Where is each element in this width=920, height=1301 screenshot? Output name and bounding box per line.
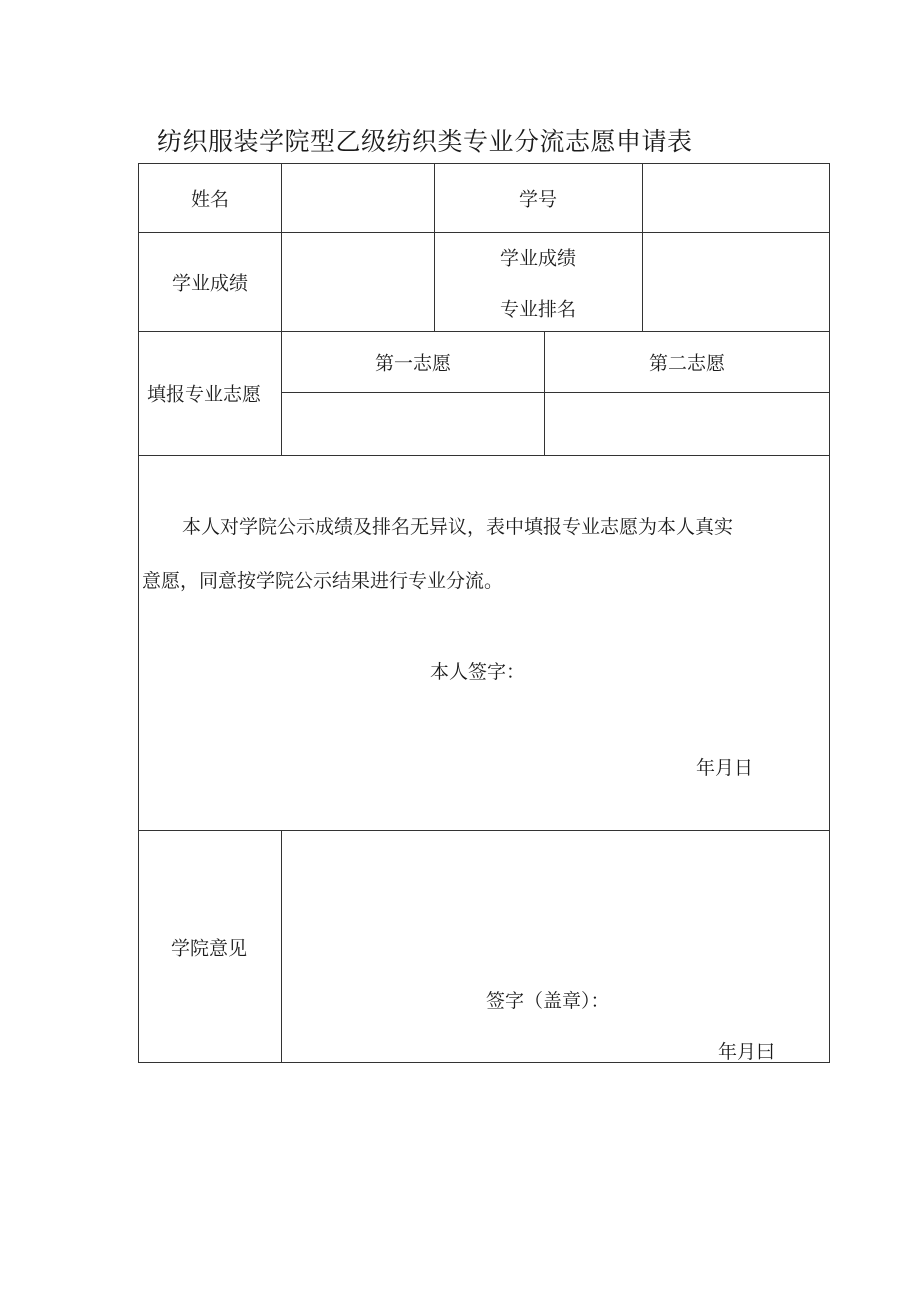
row-divider <box>138 455 830 456</box>
first-choice-field[interactable] <box>282 393 544 454</box>
college-date-label: 年月曰 <box>718 1041 776 1063</box>
second-choice-field[interactable] <box>545 393 829 454</box>
column-divider <box>434 163 435 332</box>
score-rank-label-line1: 学业成绩 <box>499 247 577 270</box>
declaration-line2: 意愿，同意按学院公示结果进行专业分流。 <box>142 570 504 592</box>
score-rank-label-line2: 专业排名 <box>499 298 577 321</box>
second-choice-label: 第二志愿 <box>648 352 726 375</box>
preference-label: 填报专业志愿 <box>146 383 262 406</box>
border-right <box>829 163 830 1063</box>
student-id-label: 学号 <box>518 188 558 211</box>
applicant-date-label: 年月日 <box>696 757 754 779</box>
row-divider <box>138 331 830 332</box>
rank-field[interactable] <box>643 233 829 331</box>
name-field[interactable] <box>282 164 434 232</box>
first-choice-label: 第一志愿 <box>374 352 452 375</box>
border-left <box>138 163 139 1063</box>
score-label: 学业成绩 <box>171 272 249 295</box>
college-opinion-field[interactable] <box>282 831 829 1061</box>
declaration-line1: 本人对学院公示成绩及排名无异议，表中填报专业志愿为本人真实 <box>182 516 734 538</box>
college-signature-label: 签字（盖章）： <box>486 990 610 1012</box>
student-id-field[interactable] <box>643 164 829 232</box>
applicant-signature-label: 本人签字： <box>430 661 526 683</box>
score-field[interactable] <box>282 233 434 331</box>
name-label: 姓名 <box>190 188 230 211</box>
form-title: 纺织服装学院型乙级纺织类专业分流志愿申请表 <box>157 127 693 156</box>
college-opinion-label: 学院意见 <box>170 937 248 960</box>
